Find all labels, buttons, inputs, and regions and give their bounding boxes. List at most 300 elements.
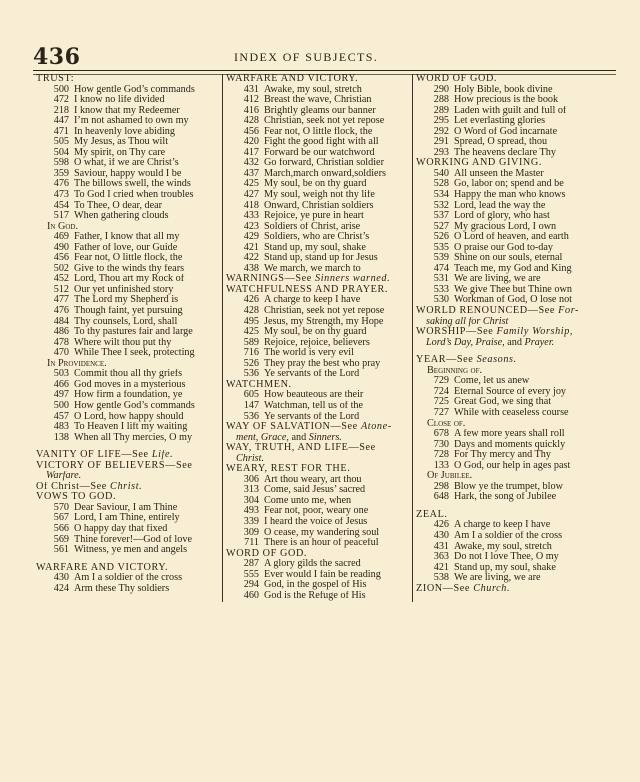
hymn-entry: [226, 369, 410, 380]
subject-heading: [36, 563, 220, 574]
subject-heading: [416, 74, 612, 85]
hymn-first-line: Give to the winds thy fears: [74, 263, 185, 274]
cross-reference-target: Life.: [151, 450, 174, 461]
hymn-first-line: While Thee I seek, protecting: [74, 348, 195, 359]
hymn-entry: [416, 116, 612, 127]
hymn-first-line: Arm these Thy soldiers: [74, 583, 170, 594]
cross-reference-text: WORLD RENOUNCED—See: [416, 306, 559, 317]
hymn-first-line: Am I a soldier of the cross: [74, 573, 183, 584]
hymn-entry: [36, 264, 220, 275]
hymn-first-line: Stand up, stand up for Jesus: [264, 253, 378, 264]
hymn-number: 526: [433, 232, 449, 243]
cross-reference-target: Church.: [473, 583, 511, 594]
hymn-entry: [36, 369, 220, 380]
cross-reference-target: Seasons.: [476, 355, 517, 366]
hymn-entry: [226, 137, 410, 148]
hymn-number: 423: [243, 221, 259, 232]
hymn-first-line: When all Thy mercies, O my: [74, 432, 193, 443]
hymn-first-line: The Lord my Shepherd is: [74, 295, 179, 306]
hymn-number: 531: [433, 274, 449, 285]
hymn-entry: [36, 513, 220, 524]
hymn-number: 540: [433, 168, 449, 179]
subject-heading: [226, 464, 410, 475]
hymn-first-line: Am I a soldier of the cross: [454, 530, 563, 541]
hymn-first-line: Lord, lead the way the: [454, 200, 546, 211]
hymn-first-line: Let everlasting glories: [454, 116, 546, 127]
subheading: [36, 359, 220, 370]
hymn-entry: [226, 148, 410, 159]
hymn-number: 432: [243, 158, 259, 169]
hymn-first-line: Come unto me, when: [264, 495, 352, 506]
hymn-entry: [226, 359, 410, 370]
hymn-entry: [36, 211, 220, 222]
subject-heading-text: WARFARE AND VICTORY.: [226, 74, 359, 84]
hymn-first-line: How beauteous are their: [264, 390, 364, 401]
index-column-2: [226, 74, 410, 601]
hymn-first-line: Spread, O spread, thou: [454, 137, 548, 148]
spacer: [416, 348, 612, 355]
hymn-first-line: Onward, Christian soldiers: [264, 200, 374, 211]
hymn-number: 517: [53, 211, 69, 222]
cross-reference-target: Christ.: [110, 481, 143, 492]
hymn-first-line: I know no life divided: [74, 95, 165, 106]
hymn-entry: [226, 559, 410, 570]
hymn-entry: [226, 506, 410, 517]
hymn-number: 490: [53, 242, 69, 253]
hymn-number: 730: [433, 439, 449, 450]
hymn-entry: [226, 222, 410, 233]
hymn-number: 539: [433, 253, 449, 264]
hymn-first-line: The heavens declare Thy: [454, 147, 556, 158]
hymn-number: 537: [433, 211, 449, 222]
hymn-number: 428: [243, 306, 259, 317]
hymn-number: 483: [53, 422, 69, 433]
hymn-entry: [226, 570, 410, 581]
hymn-entry: [36, 306, 220, 317]
cross-reference-text: and: [288, 432, 309, 443]
hymn-first-line: Eternal Source of every joy: [454, 386, 567, 397]
hymn-first-line: A charge to keep I have: [454, 520, 551, 531]
hymn-first-line: Happy the man who knows: [454, 190, 566, 201]
hymn-entry: [416, 95, 612, 106]
hymn-number: 426: [433, 520, 449, 531]
hymn-entry: [226, 116, 410, 127]
hymn-first-line: Fear not, O little flock, the: [264, 126, 373, 137]
hymn-entry: [36, 95, 220, 106]
hymn-entry: [416, 85, 612, 96]
cross-reference: [226, 274, 410, 285]
hymn-first-line: Shine on our souls, eternal: [454, 253, 563, 264]
hymn-number: 412: [243, 95, 259, 106]
hymn-entry: [416, 295, 612, 306]
hymn-entry: [226, 169, 410, 180]
hymn-first-line: Thy counsels, Lord, shall: [74, 316, 178, 327]
hymn-entry: [36, 338, 220, 349]
cross-reference: [36, 482, 220, 493]
hymn-entry: [226, 475, 410, 486]
hymn-number: 533: [433, 284, 449, 295]
subject-heading: [226, 285, 410, 296]
hymn-number: 438: [243, 263, 259, 274]
hymn-number: 454: [53, 200, 69, 211]
spacer: [36, 556, 220, 563]
hymn-entry: [416, 520, 612, 531]
hymn-number: 716: [243, 348, 259, 359]
hymn-number: 724: [433, 386, 449, 397]
hymn-entry: [36, 327, 220, 338]
hymn-first-line: God moves in a mysterious: [74, 379, 186, 390]
hymn-entry: [416, 201, 612, 212]
hymn-entry: [416, 429, 612, 440]
hymn-entry: [416, 461, 612, 472]
hymn-number: 304: [243, 495, 259, 506]
subheading: [416, 366, 612, 377]
hymn-number: 218: [53, 105, 69, 116]
subject-heading: [36, 74, 220, 85]
hymn-entry: [416, 397, 612, 408]
cross-reference-target: Atone-: [360, 422, 392, 433]
hymn-entry: [226, 85, 410, 96]
hymn-number: 534: [433, 190, 449, 201]
hymn-entry: [36, 169, 220, 180]
cross-reference-text: and: [504, 337, 525, 348]
hymn-entry: [36, 412, 220, 423]
cross-reference-target: Prayer.: [524, 337, 555, 348]
hymn-first-line: My gracious Lord, I own: [454, 221, 557, 232]
hymn-first-line: Art thou weary, art thou: [264, 474, 362, 485]
subject-heading-text: WORD OF GOD.: [416, 74, 498, 84]
hymn-first-line: O cease, my wandering soul: [264, 527, 380, 538]
hymn-number: 294: [243, 580, 259, 591]
hymn-number: 460: [243, 590, 259, 601]
cross-reference-text: YEAR—See: [416, 355, 477, 366]
hymn-entry: [226, 317, 410, 328]
hymn-entry: [36, 137, 220, 148]
cross-reference: [416, 584, 612, 595]
hymn-first-line: Great God, we sing that: [454, 397, 552, 408]
hymn-number: 295: [433, 116, 449, 127]
hymn-first-line: For Thy mercy and Thy: [454, 450, 551, 461]
hymn-number: 472: [53, 95, 69, 106]
hymn-entry: [36, 503, 220, 514]
hymn-number: 425: [243, 179, 259, 190]
hymn-entry: [226, 253, 410, 264]
subject-heading-text: WARFARE AND VICTORY.: [36, 562, 169, 573]
hymn-first-line: While with ceaseless course: [454, 407, 569, 418]
hymn-number: 359: [53, 168, 69, 179]
hymn-first-line: Soldiers of Christ, arise: [264, 221, 361, 232]
hymn-number: 528: [433, 179, 449, 190]
hymn-number: 561: [53, 545, 69, 556]
hymn-number: 570: [53, 502, 69, 513]
hymn-number: 138: [53, 432, 69, 443]
hymn-entry: [226, 338, 410, 349]
hymn-entry: [416, 148, 612, 159]
hymn-number: 476: [53, 179, 69, 190]
hymn-number: 473: [53, 190, 69, 201]
hymn-entry: [416, 232, 612, 243]
hymn-first-line: We march, we march to: [264, 263, 361, 274]
hymn-first-line: Stand up, my soul, shake: [264, 242, 366, 253]
hymn-first-line: O praise our God to-day: [454, 242, 554, 253]
header-rule: [33, 70, 616, 71]
hymn-entry: [416, 211, 612, 222]
hymn-number: 536: [243, 411, 259, 422]
cross-reference-target: Sinners warned.: [315, 274, 391, 285]
hymn-number: 425: [243, 327, 259, 338]
subject-heading-text: WORKING AND GIVING.: [416, 158, 542, 169]
hymn-entry: [36, 106, 220, 117]
cross-reference-continuation: [226, 454, 410, 465]
hymn-first-line: Awake, my soul, stretch: [454, 541, 552, 552]
hymn-number: 429: [243, 232, 259, 243]
hymn-first-line: Witness, ye men and angels: [74, 545, 188, 556]
cross-reference-continuation: [36, 471, 220, 482]
hymn-entry: [36, 232, 220, 243]
hymn-first-line: A few more years shall roll: [454, 429, 565, 440]
hymn-number: 428: [243, 116, 259, 127]
hymn-number: 433: [243, 211, 259, 222]
hymn-first-line: Lord of glory, who hast: [454, 211, 550, 222]
hymn-entry: [416, 285, 612, 296]
cross-reference: [226, 443, 410, 454]
cross-reference-target: Christ.: [236, 453, 265, 464]
hymn-number: 555: [243, 569, 259, 580]
subject-heading-text: WEARY, REST FOR THE.: [226, 464, 351, 475]
hymn-number: 431: [243, 84, 259, 95]
hymn-entry: [416, 531, 612, 542]
hymn-number: 147: [243, 400, 259, 411]
hymn-number: 133: [433, 460, 449, 471]
hymn-number: 288: [433, 95, 449, 106]
hymn-entry: [36, 401, 220, 412]
cross-reference-continuation: [226, 433, 410, 444]
hymn-entry: [36, 190, 220, 201]
hymn-entry: [226, 158, 410, 169]
hymn-first-line: My Jesus, as Thou wilt: [74, 137, 169, 148]
hymn-number: 527: [433, 221, 449, 232]
hymn-number: 292: [433, 126, 449, 137]
hymn-number: 470: [53, 348, 69, 359]
cross-reference-target: Lord’s Day, Praise,: [426, 337, 505, 348]
hymn-entry: [416, 492, 612, 503]
hymn-number: 471: [53, 126, 69, 137]
hymn-number: 598: [53, 158, 69, 169]
hymn-number: 313: [243, 485, 259, 496]
subheading: [416, 419, 612, 430]
hymn-first-line: O Lord of heaven, and earth: [454, 232, 569, 243]
hymn-entry: [416, 137, 612, 148]
hymn-entry: [416, 387, 612, 398]
hymn-entry: [36, 127, 220, 138]
hymn-number: 452: [53, 274, 69, 285]
hymn-entry: [36, 348, 220, 359]
hymn-first-line: We are living, we are: [454, 274, 541, 285]
hymn-entry: [36, 535, 220, 546]
hymn-first-line: O what, if we are Christ’s: [74, 158, 179, 169]
hymn-number: 536: [243, 369, 259, 380]
hymn-number: 538: [433, 573, 449, 584]
hymn-entry: [226, 412, 410, 423]
hymn-first-line: Saviour, happy would I be: [74, 168, 182, 179]
hymn-number: 306: [243, 474, 259, 485]
hymn-first-line: O Word of God incarnate: [454, 126, 558, 137]
cross-reference-target: Warfare.: [46, 471, 82, 482]
hymn-number: 512: [53, 284, 69, 295]
hymn-number: 309: [243, 527, 259, 538]
hymn-entry: [36, 243, 220, 254]
hymn-first-line: We give Thee but Thine own: [454, 284, 572, 295]
hymn-number: 569: [53, 534, 69, 545]
hymn-first-line: I heard the voice of Jesus: [264, 516, 368, 527]
hymn-entry: [416, 573, 612, 584]
hymn-entry: [226, 95, 410, 106]
hymn-first-line: My spirit, on Thy care: [74, 147, 166, 158]
hymn-number: 456: [53, 253, 69, 264]
cross-reference: [416, 327, 612, 338]
hymn-entry: [226, 348, 410, 359]
hymn-first-line: My soul, be on thy guard: [264, 179, 367, 190]
hymn-number: 420: [243, 137, 259, 148]
hymn-first-line: How precious is the book: [454, 95, 559, 106]
spacer: [416, 503, 612, 510]
hymn-number: 474: [433, 263, 449, 274]
hymn-number: 430: [53, 573, 69, 584]
cross-reference-target: ment, Grace,: [236, 432, 289, 443]
hymn-number: 293: [433, 147, 449, 158]
hymn-first-line: Watchman, tell us of the: [264, 400, 364, 411]
hymn-entry: [226, 264, 410, 275]
hymn-first-line: March,march onward,soldiers: [264, 168, 386, 179]
hymn-first-line: God is the Refuge of His: [264, 590, 366, 601]
hymn-number: 437: [243, 168, 259, 179]
hymn-first-line: Our yet unfinished story: [74, 284, 174, 295]
hymn-first-line: Ever would I fain be reading: [264, 569, 381, 580]
hymn-number: 725: [433, 397, 449, 408]
hymn-number: 535: [433, 242, 449, 253]
hymn-first-line: Breast the wave, Christian: [264, 95, 372, 106]
hymn-entry: [226, 232, 410, 243]
hymn-entry: [416, 274, 612, 285]
hymn-entry: [36, 148, 220, 159]
hymn-number: 478: [53, 337, 69, 348]
hymn-entry: [36, 295, 220, 306]
hymn-first-line: Fight the good fight with all: [264, 137, 379, 148]
hymn-first-line: Lord, I am Thine, entirely: [74, 513, 180, 524]
hymn-entry: [226, 517, 410, 528]
hymn-first-line: When gathering clouds: [74, 211, 169, 222]
hymn-entry: [416, 222, 612, 233]
hymn-first-line: Where wilt thou put thy: [74, 337, 172, 348]
hymn-entry: [36, 584, 220, 595]
hymn-number: 503: [53, 369, 69, 380]
hymn-entry: [226, 190, 410, 201]
hymn-first-line: Fear not, O little flock, the: [74, 253, 183, 264]
subheading-text: Beginning of.: [427, 365, 483, 376]
cross-reference: [36, 450, 220, 461]
hymn-entry: [416, 552, 612, 563]
subheading-text: In God.: [47, 221, 79, 232]
hymn-first-line: Days and moments quickly: [454, 439, 566, 450]
hymn-entry: [36, 545, 220, 556]
hymn-entry: [416, 127, 612, 138]
hymn-number: 457: [53, 411, 69, 422]
hymn-number: 421: [433, 562, 449, 573]
hymn-number: 678: [433, 429, 449, 440]
cross-reference-continuation: [416, 317, 612, 328]
hymn-number: 424: [53, 583, 69, 594]
hymn-first-line: Christian, seek not yet repose: [264, 306, 385, 317]
hymn-first-line: Ye servants of the Lord: [264, 369, 360, 380]
hymn-first-line: The world is very evil: [264, 348, 354, 359]
hymn-first-line: O God, our help in ages past: [454, 460, 571, 471]
hymn-entry: [226, 528, 410, 539]
hymn-entry: [226, 485, 410, 496]
hymn-entry: [416, 169, 612, 180]
hymn-entry: [416, 542, 612, 553]
subject-heading-text: WATCHMEN.: [226, 379, 292, 390]
cross-reference-target: Family Worship,: [496, 327, 574, 338]
column-divider: [412, 74, 413, 602]
subject-heading: [36, 492, 220, 503]
cross-reference-text: VANITY OF LIFE—See: [36, 450, 152, 461]
hymn-number: 566: [53, 523, 69, 534]
hymn-first-line: Soldiers, who are Christ’s: [264, 232, 370, 243]
hymn-first-line: A glory gilds the sacred: [264, 559, 361, 570]
hymn-first-line: In heavenly love abiding: [74, 126, 175, 137]
hymn-entry: [226, 327, 410, 338]
hymn-entry: [36, 317, 220, 328]
cross-reference-text: WAY OF SALVATION—See: [226, 422, 361, 433]
hymn-entry: [226, 306, 410, 317]
hymn-entry: [226, 179, 410, 190]
hymn-number: 729: [433, 376, 449, 387]
hymn-first-line: Teach me, my God and King: [454, 263, 572, 274]
subject-heading: [416, 510, 612, 521]
hymn-first-line: Though faint, yet pursuing: [74, 306, 183, 317]
subject-heading-text: ZEAL.: [416, 509, 448, 520]
hymn-entry: [36, 380, 220, 391]
hymn-number: 430: [433, 530, 449, 541]
cross-reference-text: ZION—See: [416, 583, 474, 594]
hymn-entry: [226, 127, 410, 138]
hymn-first-line: We are living, we are: [454, 573, 541, 584]
subheading-text: Of Jubilee.: [427, 471, 473, 482]
hymn-first-line: Christian, seek not yet repose: [264, 116, 385, 127]
hymn-entry: [416, 376, 612, 387]
hymn-first-line: To God I cried when troubles: [74, 190, 194, 201]
hymn-entry: [226, 295, 410, 306]
hymn-number: 287: [243, 559, 259, 570]
subject-heading-text: WORD OF GOD.: [226, 548, 308, 559]
spacer: [36, 443, 220, 450]
hymn-first-line: How firm a foundation, ye: [74, 390, 183, 401]
hymn-number: 447: [53, 116, 69, 127]
hymn-first-line: The billows swell, the winds: [74, 179, 191, 190]
hymn-number: 495: [243, 316, 259, 327]
hymn-first-line: Brightly gleams our banner: [264, 105, 376, 116]
subheading-text: Close of.: [427, 418, 466, 429]
hymn-first-line: My soul, weigh not thy life: [264, 190, 375, 201]
subheading: [416, 471, 612, 482]
hymn-first-line: Hark, the song of Jubilee: [454, 492, 557, 503]
hymn-number: 291: [433, 137, 449, 148]
hymn-entry: [36, 253, 220, 264]
cross-reference-text: WARNINGS—See: [226, 274, 316, 285]
hymn-first-line: Ye servants of the Lord: [264, 411, 360, 422]
cross-reference-target: For-: [558, 306, 580, 317]
hymn-first-line: Do not I love Thee, O my: [454, 552, 559, 563]
